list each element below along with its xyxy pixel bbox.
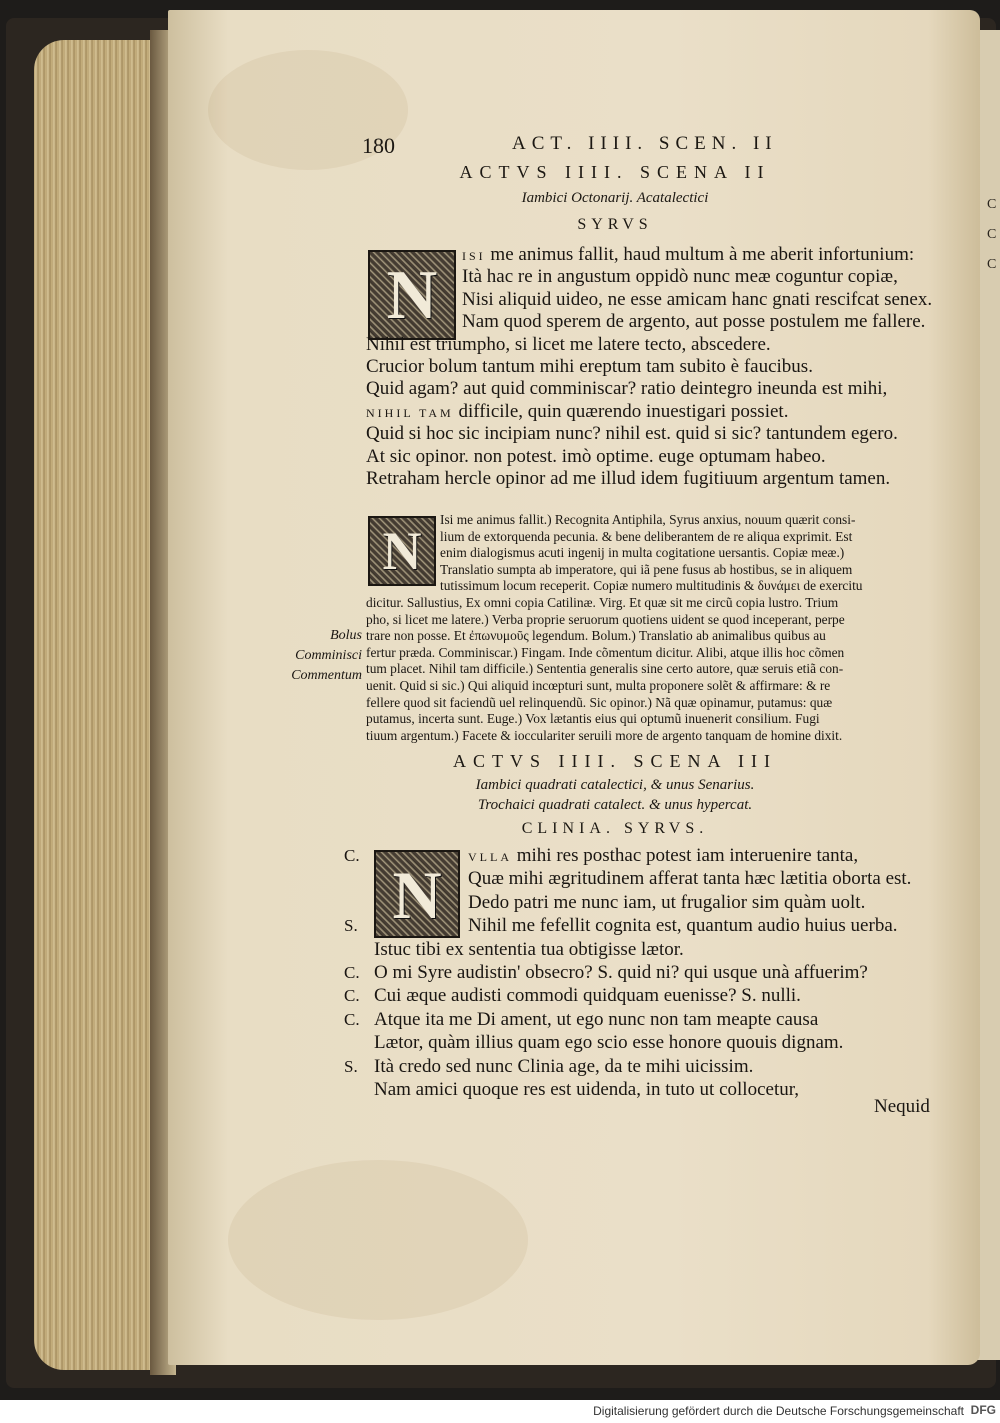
verse-line: C. O mi Syre audistin' obsecro? S. quid ni? qui usque unà affuerim? [344, 961, 868, 983]
commentary-line: tutissimum locum receperit. Copiæ numero multitudinis & δυνάμει de exercitu [440, 578, 863, 594]
commentary-line: dicitur. Sallustius, Ex omni copia Catilinæ. Virg. Et quæ sit me circũ copia lustro. Trium [366, 594, 839, 610]
facing-page-text: C C C [987, 197, 997, 272]
verse-line: S. Ità credo sed nunc Clinia age, da te mihi uicissim. [344, 1055, 754, 1077]
verse-line: Nihil est triumpho, si licet me latere tecto, abscedere. [366, 333, 771, 355]
decorated-initial-commentary: N [368, 516, 436, 586]
commentary-line: tiuum argentum.) Facete & iocculariter seruili more de argento tanquam de homine dixit. [366, 727, 843, 743]
running-head: ACT. IIII. SCEN. II [512, 133, 778, 154]
commentary-line: fellere quod sit faciendũ uel relinquendũ. Sic opinor.) Nã quæ opinamur, putamus: quæ [366, 694, 833, 710]
footer-credit: Digitalisierung gefördert durch die Deutsche Forschungsgemeinschaft [593, 1404, 964, 1418]
page-edges [34, 40, 152, 1370]
verse-line: NIHIL TAM difficile, quin quærendo inuestigari possiet. [366, 400, 789, 422]
scene2-heading: ACTVS IIII. SCENA II [459, 162, 771, 182]
verse-line: Nam amici quoque res est uidenda, in tuto ut collocetur, [374, 1078, 800, 1100]
commentary-line: trare non posse. Et ἐπωνυμοῦς legendum. Bolum.) Translatio ab animalibus quibus au [366, 628, 826, 644]
commentary-line: lium de extorquenda pecunia. & bene deliberantem de re aliqua exprimit. Est [440, 528, 853, 544]
scene3-heading: ACTVS IIII. SCENA III [453, 751, 777, 771]
verse-line: C. Atque ita me Di ament, ut ego nunc non tam meapte causa [344, 1008, 819, 1030]
verse-line: Nisi aliquid uideo, ne esse amicam hanc gnati rescifcat senex. [462, 288, 933, 310]
scene2-verse [366, 244, 932, 490]
scene2-meter: Iambici Octonarij. Acatalectici [521, 190, 709, 206]
verse-line: C. VLLA mihi res posthac potest iam interuenire tanta, [344, 845, 859, 866]
verse-line: ISI me animus fallit, haud multum à me aberit infortunium: [462, 244, 915, 265]
scene2-speaker: SYRVS [577, 216, 653, 233]
decorated-initial-scene3: N [374, 850, 460, 938]
commentary-line: pho, si licet me latere.) Verba proprie seruorum quotiens uident se quod inceperant, perpe [366, 611, 845, 627]
verse-line: Retraham hercle opinor ad me illud idem fugitiuum argentum tamen. [366, 467, 891, 489]
catchword: Nequid [874, 1096, 930, 1117]
margin-note: Bolus [330, 628, 362, 643]
verse-line: Crucior bolum tantum mihi ereptum tam subito è faucibus. [366, 355, 813, 377]
verse-line: Dedo patri me nunc iam, ut frugalior sim quàm uolt. [468, 891, 866, 913]
scene3-meter-2: Trochaici quadrati catalect. & unus hypercat. [477, 797, 753, 813]
commentary-line: putamus, incerta sunt. Euge.) Vox lætantis eius qui optumũ inuenerit consilium. Fugi [366, 711, 820, 727]
margin-note: Commentum [291, 668, 362, 683]
verse-line: Quæ mihi ægritudinem afferat tanta hæc lætitia oborta est. [468, 868, 912, 890]
verse-line: Lætor, quàm illius quam ego scio esse honore quouis dignam. [374, 1032, 844, 1054]
folio-number: 180 [362, 133, 395, 158]
commentary-line: uenit. Quid si sic.) Qui aliquid incœpturi sunt, multa proponere solẽt & affirmare: & re [366, 677, 831, 693]
commentary-line: fertur præda. Comminiscar.) Fingam. Inde cõmentum dicitur. Alibi, atque illis hoc cõmen [366, 644, 845, 660]
dfg-logo: DFG [970, 1403, 996, 1417]
verse-line: Ità hac re in angustum oppidò nunc meæ coguntur copiæ, [462, 266, 898, 288]
verse-line: C. Cui æque audisti commodi quidquam euenisse? S. nulli. [344, 985, 801, 1007]
verse-line: Quid agam? aut quid comminiscar? ratio deintegro ineunda est mihi, [366, 378, 888, 400]
scene3-speakers: CLINIA. SYRVS. [521, 820, 709, 837]
decorated-initial-scene2: N [368, 250, 456, 340]
commentary-block [366, 512, 863, 744]
verse-line: Nam quod sperem de argento, aut posse postulem me fallere. [462, 311, 926, 333]
margin-note: Comminisci [295, 648, 362, 663]
scene3-meter-1: Iambici quadrati catalectici, & unus Senarius. [475, 777, 755, 793]
scene3-verse [344, 844, 911, 1101]
commentary-line: tum placet. Nihil tam difficile.) Sententia generalis sine certo autore, quæ seruis etiã con- [366, 661, 844, 677]
verse-line: Istuc tibi ex sententia tua obtigisse lætor. [374, 938, 684, 960]
commentary-line: enim dialogismus acuti ingenij in multa cogitatione uersantis. Copiæ meæ.) [440, 545, 845, 561]
footer-bar [0, 1400, 1000, 1423]
verse-line: At sic opinor. non potest. imò optime. euge optumam habeo. [366, 445, 826, 467]
commentary-line: Translatio sumpta ab imperatore, qui iã pene fusus ab hostibus, se in aliquem [440, 561, 853, 577]
commentary-line: Isi me animus fallit.) Recognita Antiphila, Syrus anxius, nouum quærit consi- [440, 512, 856, 527]
verse-line: S. Nihil me fefellit cognita est, quantum audio huius uerba. [344, 915, 898, 937]
verse-line: Quid si hoc sic incipiam nunc? nihil est. quid si sic? tantundem egero. [366, 423, 898, 445]
